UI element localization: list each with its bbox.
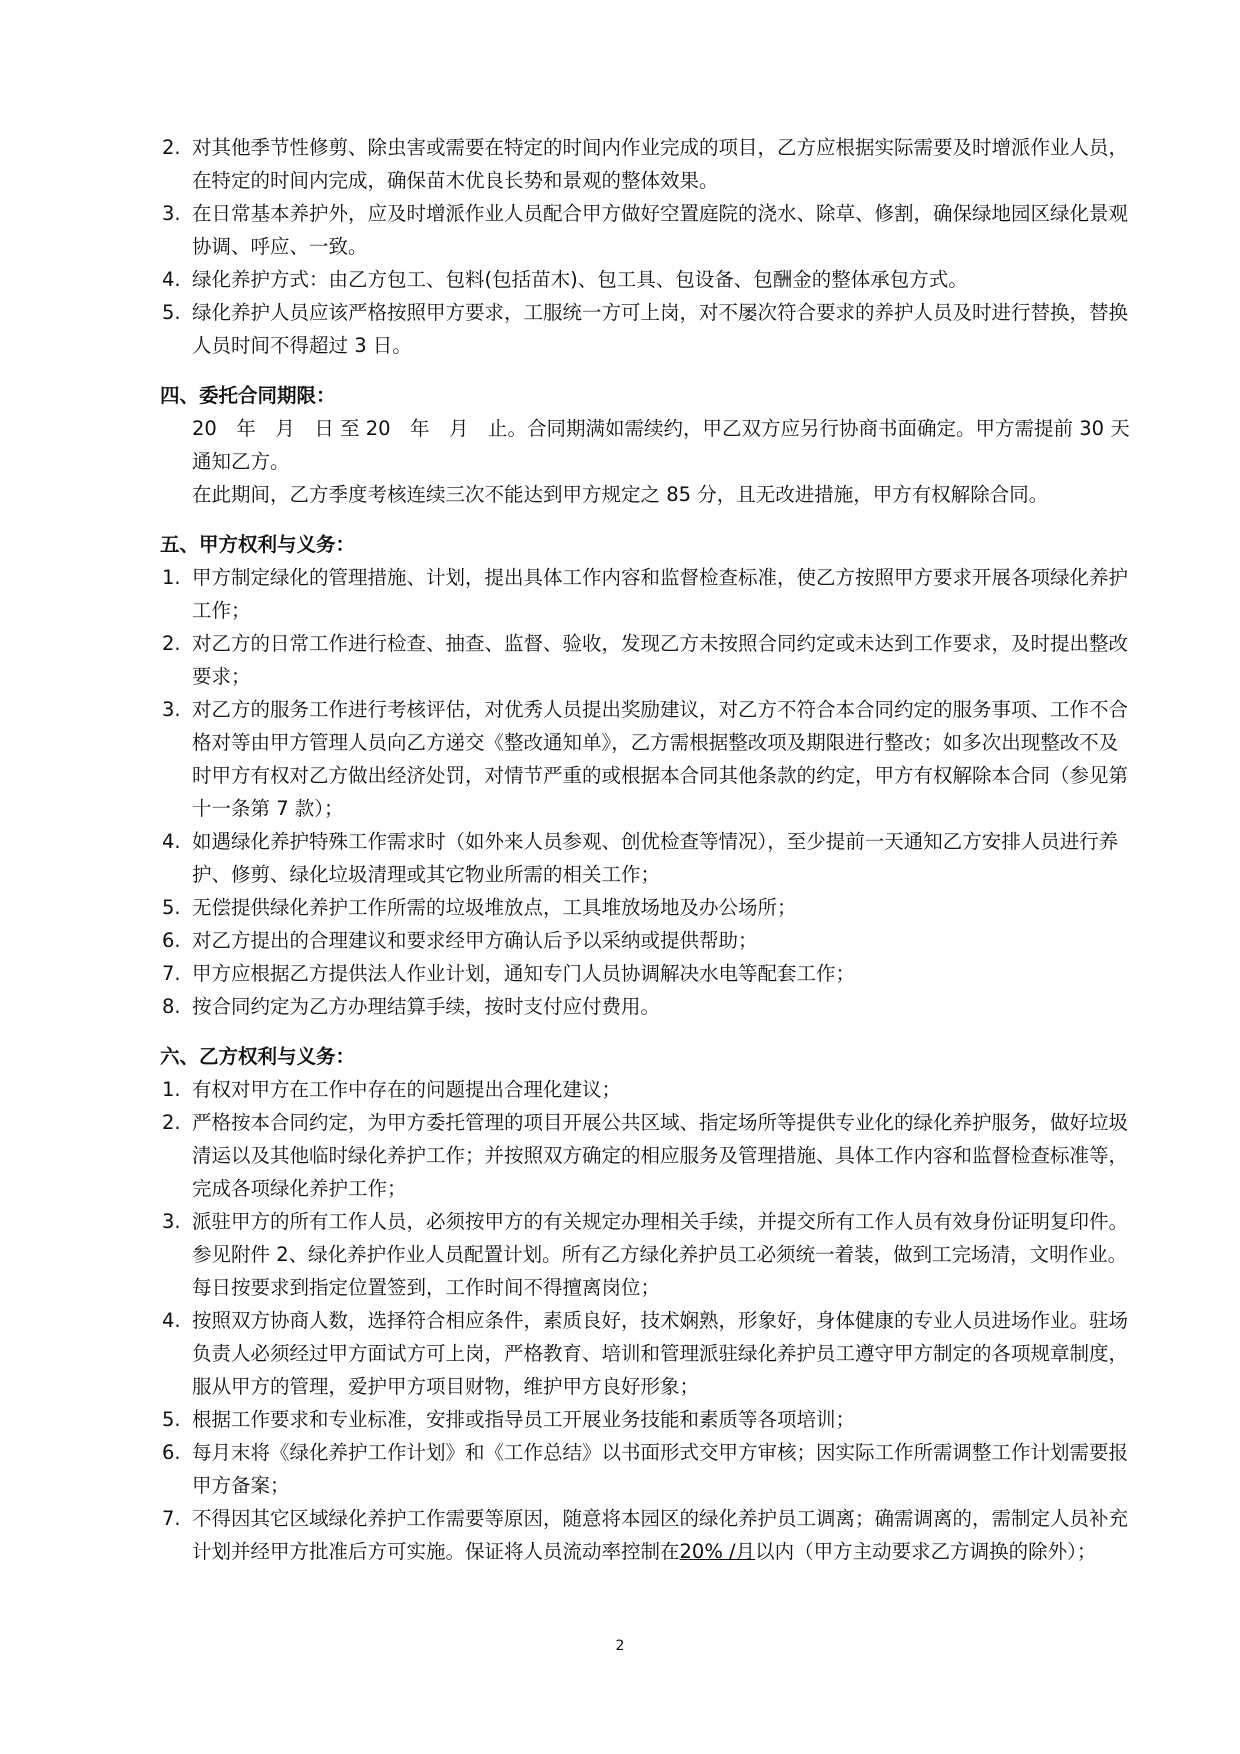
item-number: 2. <box>162 136 181 159</box>
item-text: 对其他季节性修剪、除虫害或需要在特定的时间内作业完成的项目，乙方应根据实际需要及时增派作业人员，在特定的时间内完成，确保苗木优良长势和景观的整体效果。 <box>192 136 1129 192</box>
item-text: 无偿提供绿化养护工作所需的垃圾堆放点，工具堆放场地及办公场所； <box>192 896 797 919</box>
item-text: 甲方制定绿化的管理措施、计划，提出具体工作内容和监督检查标准，使乙方按照甲方要求开展各项绿化养护工作； <box>192 566 1129 622</box>
item-number: 4. <box>162 1309 181 1332</box>
page-content <box>160 131 1135 1568</box>
item-text: 按合同约定为乙方办理结算手续，按时支付应付费用。 <box>192 995 661 1018</box>
list-item <box>160 891 1135 924</box>
list-item <box>160 263 1135 296</box>
item-text: 每月末将《绿化养护工作计划》和《工作总结》以书面形式交甲方审核；因实际工作所需调整工作计划需要报甲方备案； <box>192 1441 1129 1497</box>
item-number: 5. <box>162 896 181 919</box>
section3-list <box>160 131 1135 362</box>
item-number: 5. <box>162 301 181 324</box>
item-text: 如遇绿化养护特殊工作需求时（如外来人员参观、创优检查等情况），至少提前一天通知乙方安排人员进行养护、修剪、绿化垃圾清理或其它物业所需的相关工作； <box>192 830 1119 886</box>
list-item <box>160 693 1135 825</box>
item-text: 派驻甲方的所有工作人员，必须按甲方的有关规定办理相关手续，并提交所有工作人员有效身份证明复印件。参见附件 2、绿化养护作业人员配置计划。所有乙方绿化养护员工必须统一着装，做到工完场清，文明作业。每日按要求到指定位置签到，工作时间不得擅离岗位； <box>192 1210 1129 1299</box>
item-text: 对乙方的服务工作进行考核评估，对优秀人员提出奖励建议，对乙方不符合本合同约定的服务事项、工作不合格对等由甲方管理人员向乙方递交《整改通知单》，乙方需根据整改项及期限进行整改；如多次出现整改不及时甲方有权对乙方做出经济处罚，对情节严重的或根据本合同其他条款的约定，甲方有权解除本合同（参见第十一条第 7 款）； <box>192 698 1129 820</box>
list-item <box>160 1073 1135 1106</box>
item-number: 6. <box>162 1441 181 1464</box>
list-item <box>160 990 1135 1023</box>
list-item <box>160 627 1135 693</box>
turnover-rate-underlined: 20% /月 <box>679 1540 756 1563</box>
item-number: 2. <box>162 632 181 655</box>
section5-heading: 五、甲方权利与义务： <box>160 533 356 556</box>
item-number: 6. <box>162 929 181 952</box>
item-number: 4. <box>162 268 181 291</box>
item-number: 3. <box>162 1210 181 1233</box>
item-number: 5. <box>162 1408 181 1431</box>
list-item <box>160 1205 1135 1304</box>
item-number: 2. <box>162 1111 181 1134</box>
list-item <box>160 825 1135 891</box>
item-number: 1. <box>162 566 181 589</box>
list-item <box>160 1304 1135 1403</box>
item-text: 绿化养护人员应该严格按照甲方要求，工服统一方可上岗，对不屡次符合要求的养护人员及时进行替换，替换人员时间不得超过 3 日。 <box>192 301 1129 357</box>
item-number: 8. <box>162 995 181 1018</box>
list-item <box>160 1403 1135 1436</box>
list-item <box>160 957 1135 990</box>
item-number: 4. <box>162 830 181 853</box>
list-item <box>160 296 1135 362</box>
section5-list <box>160 561 1135 1023</box>
item-text: 在日常基本养护外，应及时增派作业人员配合甲方做好空置庭院的浇水、除草、修割，确保绿地园区绿化景观协调、呼应、一致。 <box>192 202 1129 258</box>
section4-heading: 四、委托合同期限： <box>160 384 336 407</box>
item-text: 按照双方协商人数，选择符合相应条件，素质良好，技术娴熟，形象好，身体健康的专业人员进场作业。驻场负责人必须经过甲方面试方可上岗，严格教育、培训和管理派驻绿化养护员工遵守甲方制定的各项规章制度，服从甲方的管理，爱护甲方项目财物，维护甲方良好形象； <box>192 1309 1129 1398</box>
item-text: 绿化养护方式：由乙方包工、包料(包括苗木)、包工具、包设备、包酬金的整体承包方式。 <box>192 268 968 291</box>
item-number: 3. <box>162 202 181 225</box>
item-text: 严格按本合同约定，为甲方委托管理的项目开展公共区域、指定场所等提供专业化的绿化养护服务，做好垃圾清运以及其他临时绿化养护工作；并按照双方确定的相应服务及管理措施、具体工作内容和监督检查标准等，完成各项绿化养护工作； <box>192 1111 1129 1200</box>
section4-paragraph-term: 20 年 月 日 至 20 年 月 止。合同期满如需续约，甲乙双方应另行协商书面确定。甲方需提前 30 天通知乙方。 <box>192 417 1130 473</box>
list-item <box>160 924 1135 957</box>
item-number: 1. <box>162 1078 181 1101</box>
item-text: 甲方应根据乙方提供法人作业计划，通知专门人员协调解决水电等配套工作； <box>192 962 856 985</box>
page-number: 2 <box>615 1638 625 1654</box>
list-item <box>160 561 1135 627</box>
item-text: 对乙方的日常工作进行检查、抽查、监督、验收，发现乙方未按照合同约定或未达到工作要求，及时提出整改要求； <box>192 632 1129 688</box>
item-text: 对乙方提出的合理建议和要求经甲方确认后予以采纳或提供帮助； <box>192 929 758 952</box>
list-item <box>160 1106 1135 1205</box>
section6-heading: 六、乙方权利与义务： <box>160 1045 356 1068</box>
list-item <box>160 1436 1135 1502</box>
list-item <box>160 1502 1135 1568</box>
list-item <box>160 131 1135 197</box>
item-text: 根据工作要求和专业标准，安排或指导员工开展业务技能和素质等各项培训； <box>192 1408 856 1431</box>
item-text: 有权对甲方在工作中存在的问题提出合理化建议； <box>192 1078 622 1101</box>
section4-paragraph-termination: 在此期间，乙方季度考核连续三次不能达到甲方规定之 85 分，且无改进措施，甲方有权解除合同。 <box>192 483 1049 506</box>
item-text: 不得因其它区域绿化养护工作需要等原因，随意将本园区的绿化养护员工调离；确需调离的，需制定人员补充计划并经甲方批准后方可实施。保证将人员流动率控制在 <box>192 1507 1129 1563</box>
section6-list <box>160 1073 1135 1568</box>
item-text-continued: 以内（甲方主动要求乙方调换的除外）； <box>755 1540 1097 1563</box>
item-number: 7. <box>162 962 181 985</box>
list-item <box>160 197 1135 263</box>
item-number: 7. <box>162 1507 181 1530</box>
item-number: 3. <box>162 698 181 721</box>
